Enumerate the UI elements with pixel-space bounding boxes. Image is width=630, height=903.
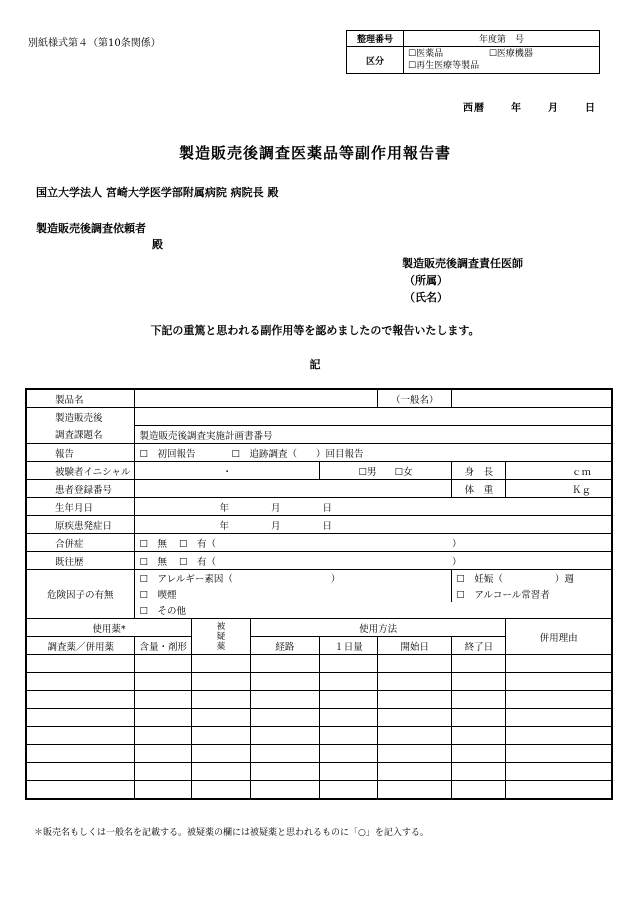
form-number: 別紙様式第４（第10条関係） bbox=[28, 38, 161, 49]
birth-month: 月 bbox=[270, 502, 281, 514]
checkbox-female[interactable]: ☐女 bbox=[394, 466, 413, 478]
checkbox-history-yes[interactable]: ☐ 有（ bbox=[178, 556, 216, 568]
drug-entry-row bbox=[26, 727, 612, 745]
history-options bbox=[135, 552, 612, 570]
drug-entry-cell[interactable] bbox=[135, 781, 192, 800]
drug-entry-cell[interactable] bbox=[135, 745, 192, 763]
report-date bbox=[443, 99, 596, 114]
drug-entry-row bbox=[26, 691, 612, 709]
onset-date-field[interactable] bbox=[135, 516, 612, 534]
drug-entry-cell[interactable] bbox=[250, 673, 319, 691]
report-label: 報告 bbox=[26, 444, 135, 462]
registration-box bbox=[346, 30, 600, 74]
requester-label: 製造販売後調査依頼者 bbox=[36, 222, 146, 235]
drug-entry-cell[interactable] bbox=[506, 745, 612, 763]
drug-entry-cell[interactable] bbox=[452, 745, 506, 763]
checkbox-device[interactable]: ☐医療機器 bbox=[488, 49, 533, 59]
drug-entry-row bbox=[26, 745, 612, 763]
checkbox-first-report[interactable]: ☐ 初回報告 bbox=[139, 448, 196, 460]
drug-entry-row bbox=[26, 655, 612, 673]
complication-label: 合併症 bbox=[26, 534, 135, 552]
drug-entry-cell[interactable] bbox=[191, 709, 250, 727]
drugs-used-header: 使用薬* bbox=[26, 619, 191, 637]
doctor-affiliation[interactable]: （所属） bbox=[404, 274, 448, 287]
reg-number-label: 整理番号 bbox=[347, 31, 404, 47]
history-label: 既往歴 bbox=[26, 552, 135, 570]
drug-entry-cell[interactable] bbox=[452, 781, 506, 800]
birth-date-label: 生年月日 bbox=[26, 498, 135, 516]
drug-entry-row bbox=[26, 673, 612, 691]
pregnancy-close: ）週 bbox=[554, 574, 574, 585]
checkbox-followup[interactable]: ☐ 追跡調査（ ）回目報告 bbox=[231, 448, 364, 460]
survey-title-label-1: 製造販売後 bbox=[26, 408, 135, 426]
weight-label: 体 重 bbox=[452, 480, 506, 498]
onset-day: 日 bbox=[322, 520, 332, 532]
drug-entry-cell[interactable] bbox=[378, 745, 452, 763]
drug-entry-cell[interactable] bbox=[26, 709, 135, 727]
reg-number-field[interactable]: 年度第 号 bbox=[404, 31, 600, 47]
drug-entry-cell[interactable] bbox=[250, 781, 319, 800]
survey-title-label-2: 調査課題名 bbox=[26, 426, 135, 444]
drug-entry-row bbox=[26, 763, 612, 781]
drug-entry-cell[interactable] bbox=[452, 655, 506, 673]
drug-entry-cell[interactable] bbox=[191, 745, 250, 763]
drug-entry-cell[interactable] bbox=[319, 655, 377, 673]
drug-entry-cell[interactable] bbox=[506, 763, 612, 781]
checkbox-male[interactable]: ☐男 bbox=[358, 466, 377, 478]
checkbox-alcohol[interactable]: ☐ アルコール常習者 bbox=[452, 586, 612, 602]
drug-entry-cell[interactable] bbox=[135, 691, 192, 709]
doctor-label: 製造販売後調査責任医師 bbox=[402, 257, 523, 270]
drug-entry-cell[interactable] bbox=[506, 655, 612, 673]
col-start-header: 開始日 bbox=[378, 637, 452, 655]
drug-entry-cell[interactable] bbox=[378, 781, 452, 800]
generic-name-field[interactable] bbox=[452, 389, 612, 408]
risk-factor-label: 危険因子の有無 bbox=[26, 570, 135, 619]
checkbox-pregnancy[interactable]: ☐ 妊娠（ bbox=[456, 574, 503, 585]
drug-entry-cell[interactable] bbox=[378, 691, 452, 709]
responsible-doctor bbox=[402, 255, 523, 306]
onset-month: 月 bbox=[270, 520, 281, 532]
initials-field[interactable]: ・ bbox=[135, 462, 319, 480]
drug-entry-cell[interactable] bbox=[191, 763, 250, 781]
col-end-header: 終了日 bbox=[452, 637, 506, 655]
col-drug-header: 調査薬／併用薬 bbox=[26, 637, 135, 655]
complication-close: ） bbox=[452, 538, 462, 550]
drug-entry-cell[interactable] bbox=[452, 727, 506, 745]
drug-entry-cell[interactable] bbox=[191, 673, 250, 691]
drug-entry-cell[interactable] bbox=[26, 781, 135, 800]
drug-entry-cell[interactable] bbox=[506, 727, 612, 745]
col-daily-header: １日量 bbox=[319, 637, 377, 655]
report-statement: 下記の重篤と思われる副作用等を認めましたので報告いたします。 bbox=[150, 324, 480, 337]
drug-entry-cell[interactable] bbox=[191, 781, 250, 800]
reason-header: 併用理由 bbox=[506, 619, 612, 655]
checkbox-regenerative[interactable]: ☐再生医療等製品 bbox=[408, 61, 480, 71]
drug-entry-cell[interactable] bbox=[250, 727, 319, 745]
drug-entry-cell[interactable] bbox=[26, 727, 135, 745]
generic-name-label: （一般名） bbox=[378, 389, 452, 408]
risk-allergy bbox=[135, 570, 452, 587]
drug-entry-cell[interactable] bbox=[378, 673, 452, 691]
drug-entry-cell[interactable] bbox=[452, 691, 506, 709]
checkbox-smoking[interactable]: ☐ 喫煙 bbox=[135, 586, 452, 602]
ki-heading: 記 bbox=[309, 358, 321, 371]
report-options bbox=[135, 444, 612, 462]
drug-entry-cell[interactable] bbox=[319, 781, 377, 800]
drug-entry-cell[interactable] bbox=[378, 727, 452, 745]
checkbox-drug[interactable]: ☐医薬品 bbox=[408, 49, 444, 59]
height-label: 身 長 bbox=[452, 462, 506, 480]
initials-label: 被験者イニシャル bbox=[26, 462, 135, 480]
drug-entry-cell[interactable] bbox=[319, 673, 377, 691]
risk-pregnancy bbox=[452, 570, 612, 587]
drug-entry-cell[interactable] bbox=[26, 763, 135, 781]
drug-entry-cell[interactable] bbox=[378, 709, 452, 727]
drug-entry-cell[interactable] bbox=[319, 763, 377, 781]
drug-entry-cell[interactable] bbox=[452, 763, 506, 781]
drug-entry-cell[interactable] bbox=[250, 745, 319, 763]
patient-number-label: 患者登録番号 bbox=[26, 480, 135, 498]
addressee: 国立大学法人 宮崎大学医学部附属病院 病院長 殿 bbox=[36, 186, 279, 199]
drug-entry-cell[interactable] bbox=[191, 655, 250, 673]
drug-entry-cell[interactable] bbox=[26, 691, 135, 709]
drug-entry-cell[interactable] bbox=[135, 763, 192, 781]
document-title: 製造販売後調査医薬品等副作用報告書 bbox=[178, 144, 451, 162]
drug-entry-cell[interactable] bbox=[319, 709, 377, 727]
checkbox-allergy[interactable]: ☐ アレルギー素因（ bbox=[139, 574, 233, 585]
requester-honorific: 殿 bbox=[152, 238, 163, 251]
checkbox-other[interactable]: ☐ その他 bbox=[135, 602, 612, 619]
allergy-close: ） bbox=[330, 574, 341, 585]
date-year[interactable]: 年 bbox=[511, 103, 522, 114]
survey-title-field[interactable] bbox=[135, 408, 612, 426]
drug-entry-cell[interactable] bbox=[506, 709, 612, 727]
suspected-drug-header: 被 疑 薬 bbox=[191, 619, 250, 655]
drug-entry-row bbox=[26, 781, 612, 800]
drug-entry-cell[interactable] bbox=[26, 745, 135, 763]
classification-options bbox=[404, 47, 600, 74]
drug-entry-cell[interactable] bbox=[319, 727, 377, 745]
date-day[interactable]: 日 bbox=[585, 103, 596, 114]
drug-entry-cell[interactable] bbox=[378, 763, 452, 781]
drug-entry-cell[interactable] bbox=[319, 691, 377, 709]
drug-entry-cell[interactable] bbox=[135, 709, 192, 727]
drug-entry-cell[interactable] bbox=[26, 673, 135, 691]
drug-entry-cell[interactable] bbox=[250, 763, 319, 781]
birth-day: 日 bbox=[322, 502, 332, 514]
drug-entry-cell[interactable] bbox=[506, 781, 612, 800]
onset-date-label: 原疾患発症日 bbox=[26, 516, 135, 534]
date-month[interactable]: 月 bbox=[548, 103, 559, 114]
drug-entry-cell[interactable] bbox=[319, 745, 377, 763]
drug-entry-cell[interactable] bbox=[191, 691, 250, 709]
checkbox-history-none[interactable]: ☐ 無 bbox=[139, 556, 167, 568]
sex-options bbox=[319, 462, 451, 480]
drug-entry-cell[interactable] bbox=[135, 673, 192, 691]
birth-year: 年 bbox=[219, 502, 229, 514]
history-close: ） bbox=[452, 556, 462, 568]
plan-number-label: 製造販売後調査実施計画書番号 bbox=[135, 426, 612, 444]
classification-label: 区分 bbox=[347, 47, 404, 74]
footnote: ＊販売名もしくは一般名を記載する。被疑薬の欄には被疑薬と思われるものに「○」を記入する。 bbox=[34, 828, 429, 838]
date-era: 西暦 bbox=[463, 103, 485, 114]
report-table bbox=[25, 388, 613, 800]
drug-entry-cell[interactable] bbox=[135, 727, 192, 745]
drug-entry-cell[interactable] bbox=[191, 727, 250, 745]
checkbox-complication-yes[interactable]: ☐ 有（ bbox=[178, 538, 216, 550]
product-name-label: 製品名 bbox=[26, 389, 135, 408]
drug-entry-cell[interactable] bbox=[250, 655, 319, 673]
drug-entry-cell[interactable] bbox=[26, 655, 135, 673]
drug-entry-row bbox=[26, 709, 612, 727]
onset-year: 年 bbox=[219, 520, 229, 532]
drug-entry-cell[interactable] bbox=[506, 673, 612, 691]
drug-entry-cell[interactable] bbox=[250, 691, 319, 709]
complication-options bbox=[135, 534, 612, 552]
doctor-name[interactable]: （氏名） bbox=[404, 291, 448, 304]
usage-header: 使用方法 bbox=[250, 619, 505, 637]
height-field[interactable]: ｃｍ bbox=[506, 462, 612, 480]
col-dose-header: 含量・剤形 bbox=[135, 637, 192, 655]
weight-field[interactable]: Ｋｇ bbox=[506, 480, 612, 498]
patient-number-field[interactable] bbox=[135, 480, 452, 498]
drug-entry-cell[interactable] bbox=[378, 655, 452, 673]
birth-date-field[interactable] bbox=[135, 498, 612, 516]
col-route-header: 経路 bbox=[250, 637, 319, 655]
drug-entry-cell[interactable] bbox=[452, 709, 506, 727]
checkbox-complication-none[interactable]: ☐ 無 bbox=[139, 538, 167, 550]
drug-entry-cell[interactable] bbox=[452, 673, 506, 691]
drug-entry-cell[interactable] bbox=[250, 709, 319, 727]
product-name-field[interactable] bbox=[135, 389, 378, 408]
drug-entry-cell[interactable] bbox=[506, 691, 612, 709]
drug-entry-cell[interactable] bbox=[135, 655, 192, 673]
